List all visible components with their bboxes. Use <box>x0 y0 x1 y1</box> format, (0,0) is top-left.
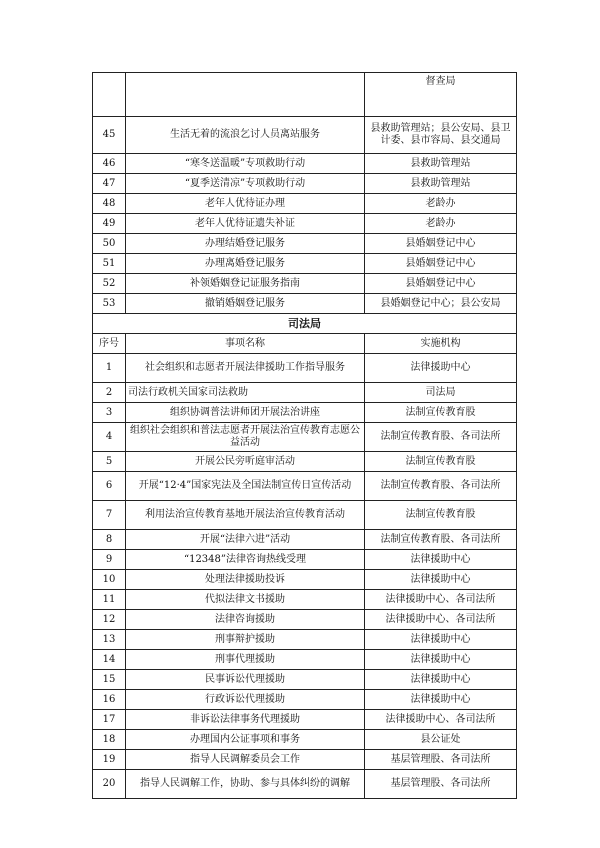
row-item-name: 老年人优待证办理 <box>126 194 365 214</box>
table-row <box>93 154 517 174</box>
row-number: 47 <box>93 174 126 194</box>
table-row <box>93 472 517 501</box>
row-agency: 老龄办 <box>365 214 517 234</box>
row-item-name: 老年人优待证遗失补证 <box>126 214 365 234</box>
row-agency: 法制宣传教育股、各司法所 <box>365 423 517 452</box>
table-row <box>93 354 517 383</box>
table-row <box>93 770 517 799</box>
row-agency: 县救助管理站 <box>365 174 517 194</box>
row-agency: 法律援助中心 <box>365 550 517 570</box>
row-number: 9 <box>93 550 126 570</box>
row-agency: 法律援助中心、各司法所 <box>365 590 517 610</box>
row-item-name: 办理离婚登记服务 <box>126 254 365 274</box>
table-row <box>93 630 517 650</box>
row-number: 2 <box>93 383 126 403</box>
row-number: 45 <box>93 117 126 154</box>
row-agency: 县婚姻登记中心 <box>365 254 517 274</box>
table-row <box>93 550 517 570</box>
table-row <box>93 174 517 194</box>
table-row <box>93 274 517 294</box>
table-row <box>93 530 517 550</box>
table-row <box>93 650 517 670</box>
row-agency: 基层管理股、各司法所 <box>365 750 517 770</box>
table-row <box>93 383 517 403</box>
row-item-name <box>126 73 365 117</box>
row-agency: 基层管理股、各司法所 <box>365 770 517 799</box>
row-agency: 法制宣传教育股 <box>365 403 517 423</box>
row-item-name: 司法行政机关国家司法救助 <box>126 383 365 403</box>
table-row <box>93 294 517 314</box>
row-item-name: 办理结婚登记服务 <box>126 234 365 254</box>
row-number: 6 <box>93 472 126 501</box>
row-item-name: 民事诉讼代理援助 <box>126 670 365 690</box>
row-number: 19 <box>93 750 126 770</box>
table-row <box>93 194 517 214</box>
row-number: 46 <box>93 154 126 174</box>
row-number: 17 <box>93 710 126 730</box>
row-number <box>93 73 126 117</box>
row-item-name: 非诉讼法律事务代理援助 <box>126 710 365 730</box>
table-row <box>93 117 517 154</box>
header-number: 序号 <box>93 334 126 354</box>
row-number: 18 <box>93 730 126 750</box>
row-number: 20 <box>93 770 126 799</box>
row-agency: 法制宣传教育股、各司法所 <box>365 530 517 550</box>
row-agency: 法律援助中心、各司法所 <box>365 710 517 730</box>
civil-affairs-continued-rows <box>93 73 517 314</box>
row-number: 10 <box>93 570 126 590</box>
table-row <box>93 670 517 690</box>
row-item-name: 利用法治宣传教育基地开展法治宣传教育活动 <box>126 501 365 530</box>
row-agency: 法律援助中心 <box>365 630 517 650</box>
table-row <box>93 452 517 472</box>
table-row <box>93 570 517 590</box>
row-agency: 县婚姻登记中心 <box>365 274 517 294</box>
row-number: 49 <box>93 214 126 234</box>
row-agency: 法律援助中心 <box>365 670 517 690</box>
table-row <box>93 214 517 234</box>
row-item-name: 开展“12·4”国家宪法及全国法制宣传日宣传活动 <box>126 472 365 501</box>
row-item-name: 社会组织和志愿者开展法律援助工作指导服务 <box>126 354 365 383</box>
row-number: 15 <box>93 670 126 690</box>
table-row <box>93 501 517 530</box>
row-item-name: 撤销婚姻登记服务 <box>126 294 365 314</box>
header-agency: 实施机构 <box>365 334 517 354</box>
row-agency: 法律援助中心 <box>365 650 517 670</box>
row-number: 13 <box>93 630 126 650</box>
row-item-name: 开展“法律六进”活动 <box>126 530 365 550</box>
document-page <box>92 72 516 799</box>
row-agency: 县救助管理站；县公安局、县卫计委、县市容局、县交通局 <box>365 117 517 154</box>
row-number: 50 <box>93 234 126 254</box>
row-number: 5 <box>93 452 126 472</box>
row-number: 3 <box>93 403 126 423</box>
row-item-name: 生活无着的流浪乞讨人员离站服务 <box>126 117 365 154</box>
row-item-name: 办理国内公证事项和事务 <box>126 730 365 750</box>
table-row <box>93 590 517 610</box>
row-item-name: 组织社会组织和普法志愿者开展法治宣传教育志愿公益活动 <box>126 423 365 452</box>
header-row <box>93 334 517 354</box>
row-agency: 县救助管理站 <box>365 154 517 174</box>
row-number: 14 <box>93 650 126 670</box>
table-row <box>93 234 517 254</box>
row-agency: 法律援助中心 <box>365 570 517 590</box>
row-number: 1 <box>93 354 126 383</box>
row-number: 52 <box>93 274 126 294</box>
table-row <box>93 423 517 452</box>
table-row <box>93 73 517 117</box>
row-item-name: 刑事辩护援助 <box>126 630 365 650</box>
table-row <box>93 610 517 630</box>
row-agency: 督查局 <box>365 73 517 117</box>
row-item-name: 指导人民调解工作，协助、参与具体纠纷的调解 <box>126 770 365 799</box>
row-number: 51 <box>93 254 126 274</box>
row-number: 4 <box>93 423 126 452</box>
row-agency: 法制宣传教育股、各司法所 <box>365 472 517 501</box>
row-item-name: “12348”法律咨询热线受理 <box>126 550 365 570</box>
row-number: 7 <box>93 501 126 530</box>
row-agency: 法律援助中心、各司法所 <box>365 610 517 630</box>
row-number: 8 <box>93 530 126 550</box>
row-number: 11 <box>93 590 126 610</box>
row-agency: 县公证处 <box>365 730 517 750</box>
row-agency: 法制宣传教育股 <box>365 452 517 472</box>
justice-bureau-rows <box>93 354 517 799</box>
table-row <box>93 730 517 750</box>
row-item-name: “寒冬送温暖”专项救助行动 <box>126 154 365 174</box>
row-number: 16 <box>93 690 126 710</box>
header-item-name: 事项名称 <box>126 334 365 354</box>
row-agency: 法律援助中心 <box>365 690 517 710</box>
service-table <box>92 72 517 799</box>
row-item-name: 行政诉讼代理援助 <box>126 690 365 710</box>
table-row <box>93 403 517 423</box>
row-number: 12 <box>93 610 126 630</box>
row-number: 53 <box>93 294 126 314</box>
row-agency: 县婚姻登记中心；县公安局 <box>365 294 517 314</box>
table-row <box>93 254 517 274</box>
section-title-row <box>93 314 517 334</box>
row-item-name: 补领婚姻登记证服务指南 <box>126 274 365 294</box>
row-item-name: 开展公民旁听庭审活动 <box>126 452 365 472</box>
row-item-name: 法律咨询援助 <box>126 610 365 630</box>
row-item-name: 指导人民调解委员会工作 <box>126 750 365 770</box>
row-item-name: 组织协调普法讲师团开展法治讲座 <box>126 403 365 423</box>
table-row <box>93 750 517 770</box>
row-number: 48 <box>93 194 126 214</box>
justice-bureau-section <box>93 314 517 354</box>
row-agency: 司法局 <box>365 383 517 403</box>
table-row <box>93 690 517 710</box>
row-item-name: 刑事代理援助 <box>126 650 365 670</box>
row-agency: 老龄办 <box>365 194 517 214</box>
row-agency: 法制宣传教育股 <box>365 501 517 530</box>
table-row <box>93 710 517 730</box>
row-item-name: 处理法律援助投诉 <box>126 570 365 590</box>
row-item-name: “夏季送清凉”专项救助行动 <box>126 174 365 194</box>
row-item-name: 代拟法律文书援助 <box>126 590 365 610</box>
section-title: 司法局 <box>93 314 517 334</box>
row-agency: 县婚姻登记中心 <box>365 234 517 254</box>
row-agency: 法律援助中心 <box>365 354 517 383</box>
